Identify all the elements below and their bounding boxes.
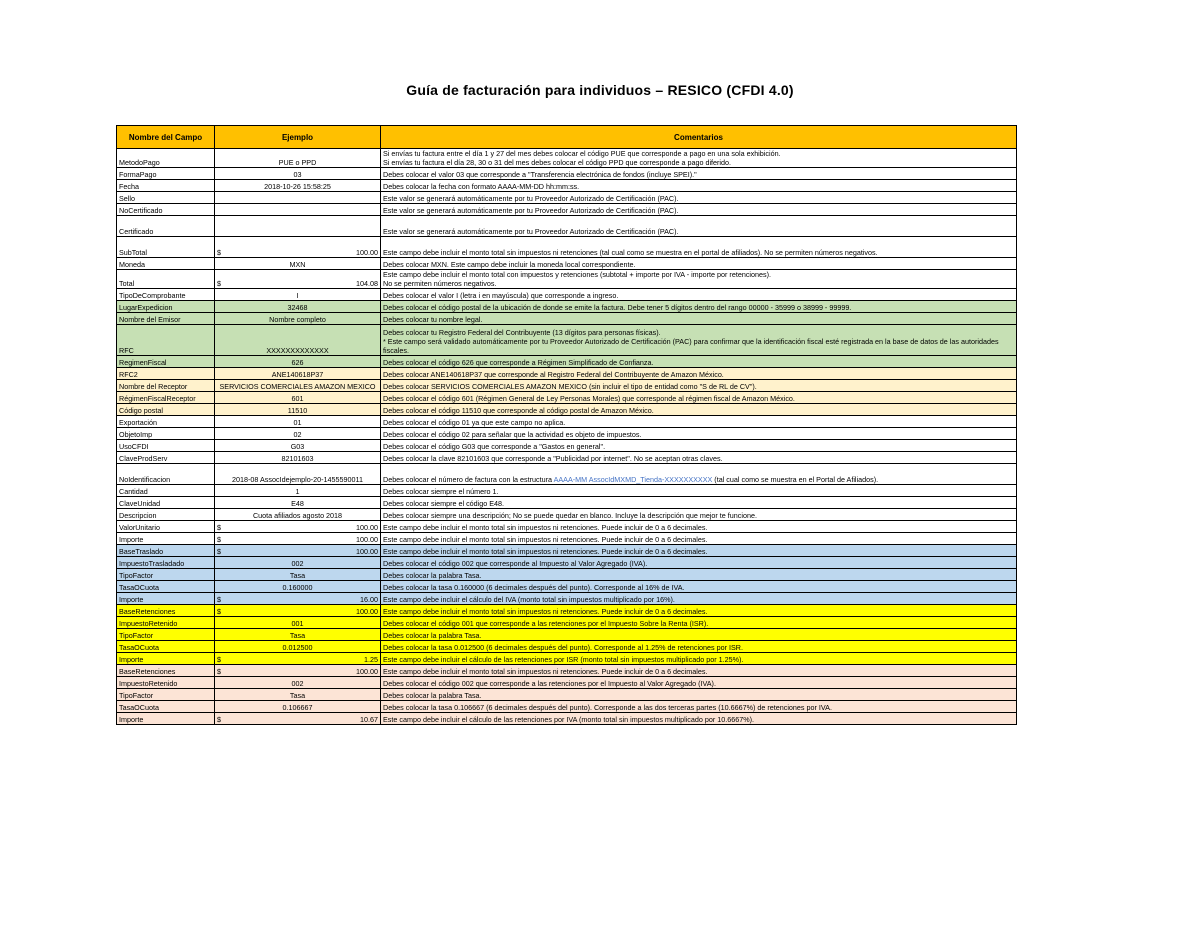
comment-cell: Debes colocar ANE140618P37 que corresponde al Registro Federal del Contribuyente de Amazon México. [381, 368, 1017, 380]
comment-cell: Debes colocar siempre el número 1. [381, 485, 1017, 497]
table-row [117, 270, 1017, 289]
comment-cell: Debes colocar el valor 03 que corresponde a "Transferencia electrónica de fondos (incluye SPEI)." [381, 168, 1017, 180]
table-row [117, 301, 1017, 313]
field-name-cell: FormaPago [117, 168, 215, 180]
field-name-cell: Importe [117, 713, 215, 725]
example-cell [215, 204, 381, 216]
comment-cell: Debes colocar el código 02 para señalar que la actividad es objeto de impuestos. [381, 428, 1017, 440]
currency-symbol: $ [217, 547, 221, 556]
example-cell: Tasa [215, 629, 381, 641]
table-row [117, 313, 1017, 325]
example-cell: 002 [215, 677, 381, 689]
comment-cell: Debes colocar la tasa 0.012500 (6 decimales después del punto). Corresponde al 1.25% de retenciones por ISR. [381, 641, 1017, 653]
table-row [117, 149, 1017, 168]
example-cell: Tasa [215, 689, 381, 701]
table-row [117, 380, 1017, 392]
table-row [117, 356, 1017, 368]
example-cell: 601 [215, 392, 381, 404]
table-row [117, 713, 1017, 725]
example-cell: MXN [215, 258, 381, 270]
example-cell: 001 [215, 617, 381, 629]
field-name-cell: ClaveProdServ [117, 452, 215, 464]
table-row [117, 617, 1017, 629]
field-name-cell: BaseRetenciones [117, 605, 215, 617]
example-cell: XXXXXXXXXXXXX [215, 325, 381, 356]
comment-cell: Debes colocar la clave 82101603 que corresponde a "Publicidad por internet". No se aceptan otras claves. [381, 452, 1017, 464]
example-cell [215, 521, 381, 533]
amount-value: 10.67 [360, 715, 378, 724]
example-cell: E48 [215, 497, 381, 509]
table-row [117, 557, 1017, 569]
table-body [117, 149, 1017, 725]
table-row [117, 581, 1017, 593]
example-cell: 02 [215, 428, 381, 440]
table-row [117, 629, 1017, 641]
comment-cell: Este campo debe incluir el cálculo de las retenciones por IVA (monto total sin impuestos multiplicado por 10.6667%). [381, 713, 1017, 725]
example-cell: 2018-08 AssocIdejemplo-20-1455590011 [215, 464, 381, 485]
table-row [117, 368, 1017, 380]
header-comments: Comentarios [381, 126, 1017, 149]
currency-symbol: $ [217, 535, 221, 544]
comment-cell: Este campo debe incluir el monto total sin impuestos ni retenciones. Puede incluir de 0 a 6 decimales. [381, 521, 1017, 533]
example-cell [215, 605, 381, 617]
comment-cell: Debes colocar el código 11510 que corresponde al código postal de Amazon México. [381, 404, 1017, 416]
comment-cell: Debes colocar el código 626 que corresponde a Régimen Simplificado de Confianza. [381, 356, 1017, 368]
table-row [117, 521, 1017, 533]
comment-text: (tal cual como se muestra en el Portal de Afiliados). [712, 475, 879, 484]
comment-cell: Debes colocar tu Registro Federal del Contribuyente (13 dígitos para personas físicas). * Este campo será validado automáticamente por tu Proveedor Autorizado de Certificación (PAC) para confirmar que la identificación fiscal esté registrada en la base de datos de las autoridades fiscales. [381, 325, 1017, 356]
example-cell: ANE140618P37 [215, 368, 381, 380]
currency-symbol: $ [217, 715, 221, 724]
field-name-cell: Certificado [117, 216, 215, 237]
example-cell: 1 [215, 485, 381, 497]
amount-value: 16.00 [360, 595, 378, 604]
comment-cell: Debes colocar el código postal de la ubicación de donde se emite la factura. Debe tener 5 dígitos dentro del rango 00000 - 35999 o 38999 - 99999. [381, 301, 1017, 313]
table-row [117, 416, 1017, 428]
amount-value: 100.00 [356, 535, 378, 544]
comment-cell: Debes colocar el código 002 que corresponde al Impuesto al Valor Agregado (IVA). [381, 557, 1017, 569]
field-name-cell: Cantidad [117, 485, 215, 497]
field-name-cell: Exportación [117, 416, 215, 428]
comment-cell: Debes colocar el código 002 que corresponde a las retenciones por el Impuesto al Valor Agregado (IVA). [381, 677, 1017, 689]
example-cell: 626 [215, 356, 381, 368]
field-name-cell: Importe [117, 593, 215, 605]
field-name-cell: ImpuestoRetenido [117, 617, 215, 629]
field-name-cell: RFC2 [117, 368, 215, 380]
table-row [117, 452, 1017, 464]
field-name-cell: Nombre del Emisor [117, 313, 215, 325]
table-row [117, 404, 1017, 416]
field-name-cell: TipoFactor [117, 569, 215, 581]
field-name-cell: ClaveUnidad [117, 497, 215, 509]
comment-cell: Este campo debe incluir el cálculo del IVA (monto total sin impuestos multiplicado por 16%). [381, 593, 1017, 605]
comment-cell: Este valor se generará automáticamente por tu Proveedor Autorizado de Certificación (PAC). [381, 192, 1017, 204]
field-name-cell: Sello [117, 192, 215, 204]
field-name-cell: ImpuestoTrasladado [117, 557, 215, 569]
amount-value: 100.00 [356, 248, 378, 257]
field-name-cell: NoIdentificacion [117, 464, 215, 485]
currency-symbol: $ [217, 523, 221, 532]
example-cell [215, 593, 381, 605]
field-name-cell: Importe [117, 653, 215, 665]
table-header-row [117, 126, 1017, 149]
currency-symbol: $ [217, 655, 221, 664]
field-name-cell: TasaOCuota [117, 701, 215, 713]
table-row [117, 216, 1017, 237]
example-cell [215, 545, 381, 557]
table-row [117, 605, 1017, 617]
field-name-cell: ImpuestoRetenido [117, 677, 215, 689]
comment-cell: Este campo debe incluir el monto total sin impuestos ni retenciones. Puede incluir de 0 a 6 decimales. [381, 665, 1017, 677]
comment-cell: Debes colocar MXN. Este campo debe incluir la moneda local correspondiente. [381, 258, 1017, 270]
example-cell: G03 [215, 440, 381, 452]
example-cell: Tasa [215, 569, 381, 581]
comment-cell: Debes colocar el código G03 que corresponde a "Gastos en general". [381, 440, 1017, 452]
table-row [117, 569, 1017, 581]
comment-cell: Este campo debe incluir el monto total sin impuestos ni retenciones. Puede incluir de 0 a 6 decimales. [381, 545, 1017, 557]
example-cell: 0.012500 [215, 641, 381, 653]
comment-cell: Debes colocar la palabra Tasa. [381, 629, 1017, 641]
example-cell: Cuota afiliados agosto 2018 [215, 509, 381, 521]
table-row [117, 440, 1017, 452]
example-cell [215, 533, 381, 545]
table-row [117, 641, 1017, 653]
comment-cell: Este campo debe incluir el monto total sin impuestos ni retenciones. Puede incluir de 0 a 6 decimales. [381, 605, 1017, 617]
example-cell [215, 216, 381, 237]
comment-text: Debes colocar el número de factura con la estructura [383, 475, 554, 484]
comment-cell: Este campo debe incluir el monto total sin impuestos ni retenciones. Puede incluir de 0 a 6 decimales. [381, 533, 1017, 545]
table-row [117, 665, 1017, 677]
field-name-cell: BaseRetenciones [117, 665, 215, 677]
table-row [117, 428, 1017, 440]
field-name-cell: Importe [117, 533, 215, 545]
comment-cell: Debes colocar SERVICIOS COMERCIALES AMAZON MEXICO (sin incluir el tipo de entidad como "S de RL de CV"). [381, 380, 1017, 392]
comment-cell: Este campo debe incluir el cálculo de las retenciones por ISR (monto total sin impuestos multiplicado por 1.25%). [381, 653, 1017, 665]
table-row [117, 204, 1017, 216]
example-cell: PUE o PPD [215, 149, 381, 168]
table-row [117, 485, 1017, 497]
field-name-cell: TasaOCuota [117, 581, 215, 593]
field-name-cell: SubTotal [117, 237, 215, 258]
field-name-cell: NoCertificado [117, 204, 215, 216]
field-name-cell: RégimenFiscalReceptor [117, 392, 215, 404]
comment-cell: Debes colocar tu nombre legal. [381, 313, 1017, 325]
table-row [117, 593, 1017, 605]
example-cell [215, 653, 381, 665]
page-title: Guía de facturación para individuos – RESICO (CFDI 4.0) [406, 82, 794, 98]
comment-cell: Debes colocar siempre el código E48. [381, 497, 1017, 509]
table-row [117, 289, 1017, 301]
field-name-cell: BaseTraslado [117, 545, 215, 557]
table-row [117, 180, 1017, 192]
example-cell [215, 192, 381, 204]
billing-guide-table [116, 125, 1017, 725]
example-cell: 0.160000 [215, 581, 381, 593]
table-row [117, 258, 1017, 270]
format-example-link[interactable]: AAAA-MM AssocIdMXMD_Tienda-XXXXXXXXXX [553, 475, 713, 484]
example-cell: 2018-10-26 15:58:25 [215, 180, 381, 192]
example-cell: 03 [215, 168, 381, 180]
field-name-cell: ObjetoImp [117, 428, 215, 440]
table-row [117, 677, 1017, 689]
comment-cell: Este valor se generará automáticamente por tu Proveedor Autorizado de Certificación (PAC). [381, 216, 1017, 237]
field-name-cell: Código postal [117, 404, 215, 416]
header-example: Ejemplo [215, 126, 381, 149]
field-name-cell: TasaOCuota [117, 641, 215, 653]
table-row [117, 497, 1017, 509]
example-cell: 11510 [215, 404, 381, 416]
comment-cell: Debes colocar el valor I (letra i en mayúscula) que corresponde a ingreso. [381, 289, 1017, 301]
example-cell [215, 270, 381, 289]
field-name-cell: RFC [117, 325, 215, 356]
field-name-cell: TipoFactor [117, 689, 215, 701]
field-name-cell: Fecha [117, 180, 215, 192]
table-row [117, 192, 1017, 204]
table-row [117, 533, 1017, 545]
comment-cell: Si envías tu factura entre el día 1 y 27 del mes debes colocar el código PUE que corresponde a pago en una sola exhibición. Si envías tu factura el día 28, 30 o 31 del mes debes colocar el código PPD que corresponde a pago diferido. [381, 149, 1017, 168]
field-name-cell: LugarExpedicion [117, 301, 215, 313]
example-cell: I [215, 289, 381, 301]
currency-symbol: $ [217, 248, 221, 257]
comment-cell: Debes colocar la palabra Tasa. [381, 569, 1017, 581]
comment-cell [381, 464, 1017, 485]
field-name-cell: Moneda [117, 258, 215, 270]
currency-symbol: $ [217, 607, 221, 616]
amount-value: 100.00 [356, 547, 378, 556]
amount-value: 104.08 [356, 279, 378, 288]
comment-cell: Debes colocar siempre una descripción; No se puede quedar en blanco. Incluye la descripción que mejor te funcione. [381, 509, 1017, 521]
field-name-cell: ValorUnitario [117, 521, 215, 533]
example-cell: Nombre completo [215, 313, 381, 325]
currency-symbol: $ [217, 595, 221, 604]
table-row [117, 509, 1017, 521]
table-row [117, 701, 1017, 713]
amount-value: 100.00 [356, 607, 378, 616]
table-row [117, 168, 1017, 180]
example-cell: 0.106667 [215, 701, 381, 713]
comment-cell: Debes colocar el código 601 (Régimen General de Ley Personas Morales) que corresponde al régimen fiscal de Amazon México. [381, 392, 1017, 404]
table-row [117, 325, 1017, 356]
field-name-cell: MetodoPago [117, 149, 215, 168]
table-row [117, 237, 1017, 258]
table-row [117, 464, 1017, 485]
field-name-cell: UsoCFDI [117, 440, 215, 452]
comment-cell: Este campo debe incluir el monto total con impuestos y retenciones (subtotal + importe por IVA - importe por retenciones). No se permiten números negativos. [381, 270, 1017, 289]
example-cell: 01 [215, 416, 381, 428]
table-row [117, 689, 1017, 701]
amount-value: 100.00 [356, 523, 378, 532]
currency-symbol: $ [217, 667, 221, 676]
comment-cell: Este campo debe incluir el monto total sin impuestos ni retenciones (tal cual como se muestra en el portal de afiliados). No se permiten números negativos. [381, 237, 1017, 258]
table-row [117, 545, 1017, 557]
example-cell: 82101603 [215, 452, 381, 464]
comment-cell: Este valor se generará automáticamente por tu Proveedor Autorizado de Certificación (PAC). [381, 204, 1017, 216]
field-name-cell: TipoFactor [117, 629, 215, 641]
example-cell [215, 237, 381, 258]
amount-value: 1.25 [364, 655, 378, 664]
comment-cell: Debes colocar la palabra Tasa. [381, 689, 1017, 701]
comment-cell: Debes colocar la tasa 0.106667 (6 decimales después del punto). Corresponde a las dos terceras partes (10.6667%) de retenciones por IVA. [381, 701, 1017, 713]
example-cell [215, 713, 381, 725]
field-name-cell: Descripcion [117, 509, 215, 521]
header-field-name: Nombre del Campo [117, 126, 215, 149]
field-name-cell: TipoDeComprobante [117, 289, 215, 301]
currency-symbol: $ [217, 279, 221, 288]
field-name-cell: RegimenFiscal [117, 356, 215, 368]
comment-cell: Debes colocar el código 01 ya que este campo no aplica. [381, 416, 1017, 428]
table-row [117, 653, 1017, 665]
example-cell: SERVICIOS COMERCIALES AMAZON MEXICO [215, 380, 381, 392]
field-name-cell: Nombre del Receptor [117, 380, 215, 392]
comment-cell: Debes colocar la tasa 0.160000 (6 decimales después del punto). Corresponde al 16% de IVA. [381, 581, 1017, 593]
table-row [117, 392, 1017, 404]
amount-value: 100.00 [356, 667, 378, 676]
field-name-cell: Total [117, 270, 215, 289]
comment-cell: Debes colocar el código 001 que corresponde a las retenciones por el Impuesto Sobre la Renta (ISR). [381, 617, 1017, 629]
comment-cell: Debes colocar la fecha con formato AAAA-MM-DD hh:mm:ss. [381, 180, 1017, 192]
example-cell: 32468 [215, 301, 381, 313]
example-cell: 002 [215, 557, 381, 569]
example-cell [215, 665, 381, 677]
